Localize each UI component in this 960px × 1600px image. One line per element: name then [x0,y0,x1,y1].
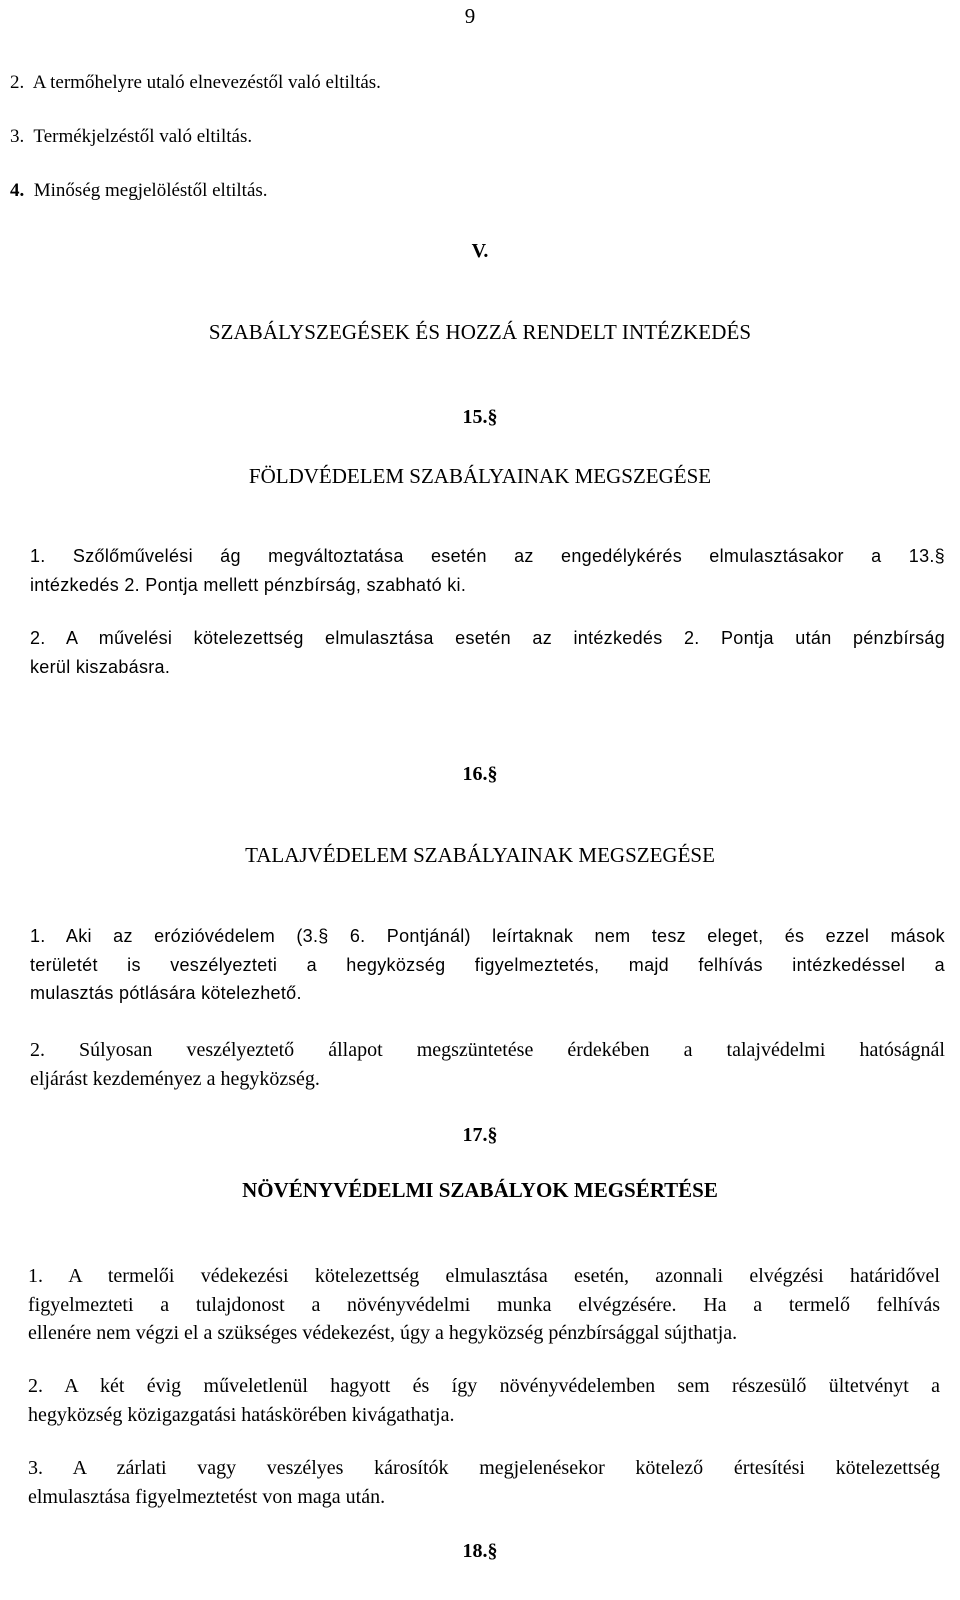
section-16-title: TALAJVÉDELEM SZABÁLYAINAK MEGSZEGÉSE [245,843,715,867]
section-16-paragraph-2 [30,1036,945,1093]
paragraph-line: 2. A két évig műveletlenül hagyott és így növényvédelemben sem részesülő ültetvényt a [28,1375,940,1397]
list-item-text: Minőség megjelöléstől eltiltás. [33,180,268,201]
section-16-number: 16.§ [462,763,498,785]
list-item [10,72,381,94]
section-17-paragraph-3 [28,1454,940,1511]
section-17-paragraph-2 [28,1372,940,1429]
section-17-paragraph-1 [28,1262,940,1348]
paragraph-line: 1. A termelői védekezési kötelezettség elmulasztása esetén, azonnali elvégzési határidővel [28,1265,940,1287]
list-item [10,180,268,202]
paragraph-line: 1. Aki az erózióvédelem (3.§ 6. Pontjánál) leírtaknak nem tesz eleget, és ezzel mások [30,926,945,946]
section-17-title: NÖVÉNYVÉDELMI SZABÁLYOK MEGSÉRTÉSE [242,1178,718,1202]
list-item-text: Termékjelzéstől való eltiltás. [33,126,253,147]
section-15-title: FÖLDVÉDELEM SZABÁLYAINAK MEGSZEGÉSE [248,464,712,488]
paragraph-line: hegyközség közigazgatási hatáskörében kivágathatja. [28,1403,455,1426]
paragraph-line: ellenére nem végzi el a szükséges védekezést, úgy a hegyközség pénzbírsággal sújthatja. [28,1322,738,1344]
paragraph-line: intézkedés 2. Pontja mellett pénzbírság, szabható ki. [30,574,467,595]
page-number: 9 [464,4,476,28]
list-item-number: 3. [10,126,25,147]
paragraph-line: 3. A zárlati vagy veszélyes károsítók megjelenésekor kötelező értesítési kötelezettség [28,1457,940,1479]
paragraph-line: kerül kiszabásra. [30,656,171,677]
paragraph-line: mulasztás pótlására kötelezhető. [30,983,302,1003]
section-15-paragraph-1 [30,542,945,599]
section-18-number: 18.§ [462,1540,498,1562]
paragraph-line: figyelmezteti a tulajdonost a növényvédelmi munka elvégzésére. Ha a termelő felhívás [28,1293,940,1316]
section-16-paragraph-1 [30,922,945,1008]
paragraph-line: 1. Szőlőművelési ág megváltoztatása esetén az engedélykérés elmulasztásakor a 13.§ [30,546,945,566]
paragraph-line: területét is veszélyezteti a hegyközség figyelmeztetés, majd felhívás intézkedéssel a [30,954,945,975]
section-15-number: 15.§ [462,406,498,428]
list-item-number: 2. [10,72,25,93]
paragraph-line: 2. A művelési kötelezettség elmulasztása esetén az intézkedés 2. Pontja után pénzbírság [30,628,945,648]
section-17-number: 17.§ [462,1124,498,1146]
list-item-text: A termőhelyre utaló elnevezéstől való eltiltás. [32,72,381,93]
paragraph-line: 2. Súlyosan veszélyeztető állapot megszüntetése érdekében a talajvédelmi hatóságnál [30,1039,945,1061]
list-item-number: 4. [10,180,25,201]
chapter-number: V. [471,240,489,262]
list-item [10,126,252,148]
chapter-title: SZABÁLYSZEGÉSEK ÉS HOZZÁ RENDELT INTÉZKEDÉS [208,320,752,344]
section-15-paragraph-2 [30,624,945,681]
paragraph-line: eljárást kezdeményez a hegyközség. [30,1067,320,1090]
paragraph-line: elmulasztása figyelmeztetést von maga után. [28,1485,386,1508]
